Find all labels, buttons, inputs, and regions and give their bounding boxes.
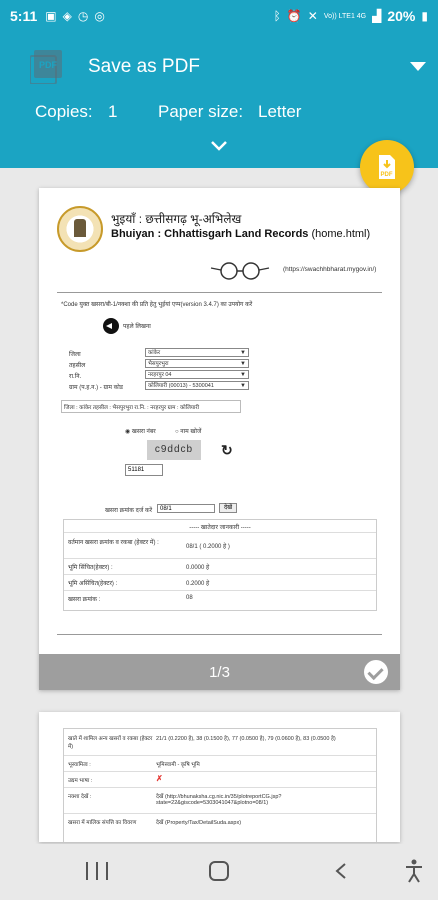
table-divider — [64, 532, 376, 533]
signal-icon: ▟ — [372, 9, 382, 23]
district-select: कांकेर ▼ — [145, 348, 249, 357]
sim-icon: ▣ — [45, 9, 57, 23]
recent-apps-icon[interactable] — [86, 862, 108, 880]
detail-value: 21/1 (0.2200 हे), 38 (0.1500 हे), 77 (0.0500 हे), 79 (0.0600 हे), 83 (0.0500 हे) — [156, 736, 336, 742]
field-label: रा.नि. — [69, 374, 82, 380]
data-saver-icon: ◈ — [62, 9, 72, 23]
result-label: भूमि सिंचित(हेक्टर) : — [68, 565, 113, 571]
pdf-download-icon — [376, 154, 398, 180]
pdf-file-icon — [30, 50, 64, 84]
field-label: जिला — [69, 352, 81, 358]
village-select: कोलियारी (00013) - 5300041 ▼ — [145, 381, 249, 390]
copies-label: Copies: — [35, 102, 93, 121]
field-label: ग्राम (प.ह.न.) - ग्राम कोड — [69, 385, 124, 391]
alarm-icon: ⏰ — [286, 9, 302, 23]
expand-options-icon[interactable] — [210, 140, 228, 152]
table-divider — [64, 590, 376, 591]
result-value: 0.2000 हे — [186, 581, 210, 587]
result-label: भूमि असिंचित(हेक्टर) : — [68, 581, 118, 587]
printer-select-title[interactable]: Save as PDF — [88, 56, 200, 77]
tehsil-select: भैसपुरभुरा ▼ — [145, 359, 249, 368]
khasra-label: खसरा क्रमांक दर्ज करें — [105, 508, 153, 514]
divider — [57, 292, 382, 293]
page-indicator-bar[interactable] — [39, 654, 400, 690]
radio-khasra: ◉ खसरा नंबर — [125, 429, 156, 435]
table-divider — [64, 755, 376, 756]
clock-icon: ◷ — [77, 9, 89, 23]
status-bar — [0, 0, 438, 32]
paper-size-value[interactable]: Letter — [258, 102, 302, 121]
ri-select: नरहरपुर 04 ▼ — [145, 370, 249, 379]
location-summary: जिला : कांकेर तहसील : भैसपुरभुरा रा.नि. : नरहरपुर ग्राम : कोलियारी — [61, 400, 241, 413]
battery-icon: ▮ — [421, 9, 428, 23]
detail-label: खाते में शामिल अन्य खसरों व रकबा (हेक्टर में) — [68, 736, 153, 750]
back-icon — [103, 318, 119, 334]
table-divider — [64, 813, 376, 814]
fab-label: PDF — [380, 172, 393, 178]
view-button: देखें — [219, 503, 237, 513]
result-value: 0.0000 हे — [186, 565, 210, 571]
field-label: तहसील — [69, 363, 86, 369]
detail-label: उद्यम भाषा : — [68, 778, 93, 784]
page-selected-check-icon[interactable] — [364, 660, 388, 684]
hotspot-icon: ◎ — [94, 9, 105, 23]
detail-value: देखें (Property/Tax/DetailSuda.aspx) — [156, 820, 242, 826]
detail-value: भूमिस्वामी - कृषि भूमि — [156, 762, 200, 768]
paper-size-label: Paper size: — [158, 102, 244, 121]
refresh-icon: ↻ — [221, 442, 233, 458]
english-title: Bhuiyan : Chhattisgarh Land Records (home.html) — [111, 228, 371, 240]
result-title: ----- खातेदार जानकारी ----- — [189, 525, 251, 531]
mute-icon: ✕ — [307, 9, 318, 23]
table-divider — [64, 574, 376, 575]
divider — [57, 634, 382, 635]
chhattisgarh-emblem — [57, 206, 103, 252]
captcha-input: 51181 — [125, 464, 163, 476]
home-icon[interactable] — [209, 861, 229, 881]
detail-value: देखें (http://bhunaksha.cg.nic.in/35/plotreportCG.jsp?state=22&giscode=5303041047&plotno=08/1) — [156, 794, 282, 806]
preview-page-2[interactable] — [39, 712, 400, 842]
status-time: 5:11 — [10, 8, 38, 24]
hindi-title: भुइयाँ : छत्तीसगढ़ भू-अभिलेख — [111, 212, 242, 226]
detail-label: नक्शा देखें : — [68, 794, 92, 800]
captcha-image: c9ddcb — [147, 440, 201, 460]
swachh-bharat-logo — [209, 260, 271, 282]
cross-mark-icon: ✗ — [156, 774, 163, 783]
detail-label: खसरा में मालिक संपत्ति का विवरण — [68, 820, 137, 826]
download-pdf-button[interactable] — [360, 140, 414, 194]
table-divider — [64, 787, 376, 788]
back-label: पहले लिखना — [123, 324, 151, 330]
radio-name-search: ○ नाम खोजें — [175, 429, 202, 435]
result-value: 08 — [186, 595, 193, 601]
copies-value[interactable]: 1 — [108, 102, 118, 121]
printer-dropdown-icon[interactable] — [410, 62, 426, 71]
battery-percent: 20% — [387, 8, 416, 24]
system-nav-bar — [0, 844, 438, 900]
back-icon[interactable] — [334, 862, 348, 880]
app-notice: *Code युक्त खसरा/बी-1/नक्शा की प्रति हेतु भुईयां एप्प(version 3.4.7) का उपयोग करें — [61, 302, 253, 308]
page-number: 1/3 — [209, 664, 230, 681]
swachh-url: (https://swachhbharat.mygov.in/) — [283, 266, 377, 273]
khasra-input: 08/1 — [157, 504, 215, 513]
details-table — [63, 728, 377, 842]
result-table — [63, 519, 377, 611]
result-label: वर्तमान खसरा क्रमांक व रकबा (हेक्टर में) : — [68, 540, 159, 546]
accessibility-icon[interactable] — [404, 859, 424, 883]
network-indicator: Vo)) LTE1 4G — [323, 12, 367, 20]
bluetooth-icon: ᛒ — [273, 9, 281, 23]
pdf-logo-text: PDF — [39, 60, 57, 70]
preview-page-1[interactable] — [39, 188, 400, 690]
result-value: 08/1 ( 0.2000 हे ) — [186, 544, 230, 550]
detail-label: भूस्वामित्व : — [68, 762, 91, 768]
result-label: खसरा क्रमांक : — [68, 597, 101, 603]
table-divider — [64, 771, 376, 772]
table-divider — [64, 558, 376, 559]
